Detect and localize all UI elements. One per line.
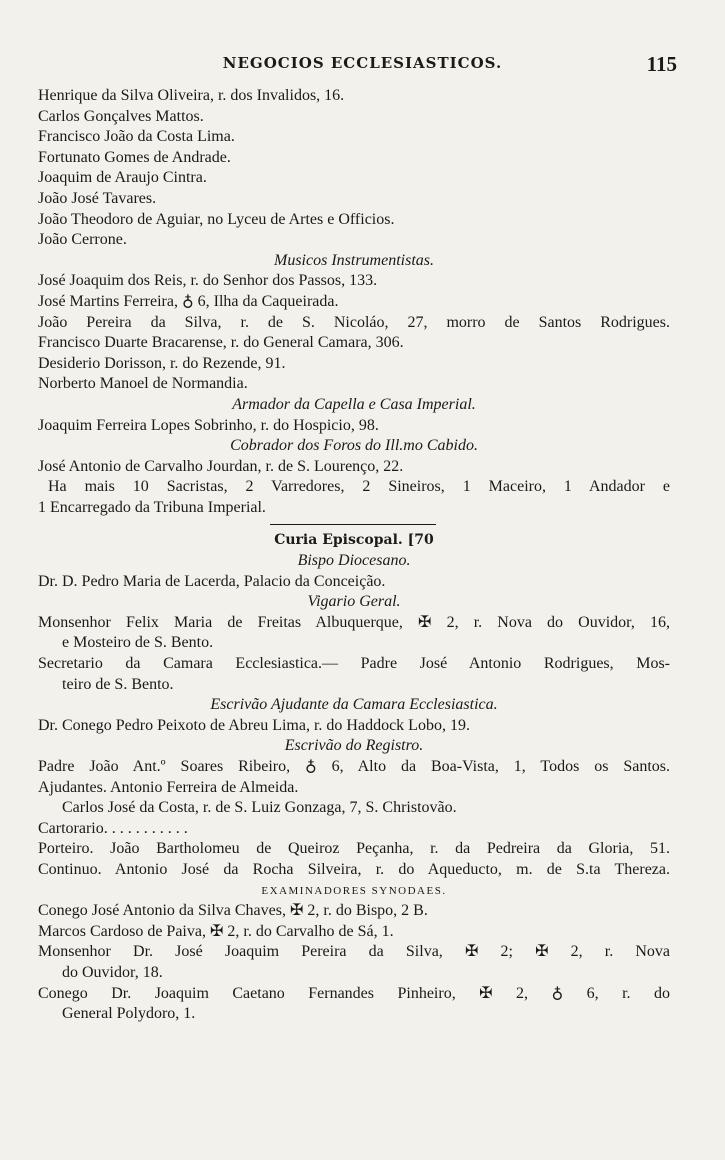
text-line: João Pereira da Silva, r. de S. Nicoláo, 27, morro de Santos Rodrigues. — [38, 313, 670, 331]
text-line: Carlos Gonçalves Mattos. — [38, 107, 204, 125]
section-title: Curia Episcopal. [70 — [274, 532, 434, 549]
section-heading: Escrivão Ajudante da Camara Ecclesiastica. — [210, 696, 498, 714]
section-heading: Bispo Diocesano. — [297, 552, 411, 570]
text-line: Francisco João da Costa Lima. — [38, 128, 235, 146]
section-divider — [38, 518, 670, 530]
text-line: 1 Encarregado da Tribuna Imperial. — [38, 498, 266, 516]
section-heading: Musicos Instrumentistas. — [274, 251, 434, 269]
text-line: Joaquim de Araujo Cintra. — [38, 169, 207, 187]
text-line: General Polydoro, 1. — [62, 1005, 196, 1023]
text-line: Marcos Cardoso de Paiva, ✠ 2, r. do Carvalho de Sá, 1. — [38, 922, 394, 940]
text-line: Ajudantes. Antonio Ferreira de Almeida. — [38, 778, 299, 796]
section-heading: Cobrador dos Foros do Ill.mo Cabido. — [230, 437, 478, 455]
section-heading: EXAMINADORES SYNODAES. — [261, 884, 447, 897]
text-line: Monsenhor Dr. José Joaquim Pereira da Silva, ✠ 2; ✠ 2, r. Nova — [38, 943, 670, 961]
text-line: Secretario da Camara Ecclesiastica.— Padre José Antonio Rodrigues, Mos- — [38, 655, 670, 673]
text-line: Cartorario. . . . . . . . . . . — [38, 819, 188, 837]
text-line: teiro de S. Bento. — [62, 675, 174, 693]
text-line: José Joaquim dos Reis, r. do Senhor dos Passos, 133. — [38, 272, 378, 290]
section-heading: Vigario Geral. — [307, 593, 401, 611]
text-line: Ha mais 10 Sacristas, 2 Varredores, 2 Sineiros, 1 Maceiro, 1 Andador e — [48, 478, 670, 496]
page-number: 115 — [646, 52, 677, 76]
text-line: Norberto Manoel de Normandia. — [38, 375, 248, 393]
text-line: José Martins Ferreira, ♁ 6, Ilha da Caqueirada. — [38, 292, 339, 310]
text-line: Padre João Ant.º Soares Ribeiro, ♁ 6, Alto da Boa-Vista, 1, Todos os Santos. — [38, 758, 670, 775]
text-line: João Cerrone. — [38, 231, 127, 249]
page-header — [0, 50, 725, 84]
text-line: do Ouvidor, 18. — [62, 963, 163, 981]
text-line: Joaquim Ferreira Lopes Sobrinho, r. do Hospicio, 98. — [38, 416, 379, 434]
page-body — [38, 86, 670, 1025]
text-line: João José Tavares. — [38, 189, 157, 207]
section-heading: Armador da Capella e Casa Imperial. — [232, 395, 476, 413]
text-line: Carlos José da Costa, r. de S. Luiz Gonzaga, 7, S. Christovão. — [62, 799, 457, 817]
text-line: Conego José Antonio da Silva Chaves, ✠ 2, r. do Bispo, 2 B. — [38, 902, 428, 920]
section-heading: Escrivão do Registro. — [284, 737, 424, 755]
text-line: José Antonio de Carvalho Jourdan, r. de S. Lourenço, 22. — [38, 457, 404, 475]
text-line: Francisco Duarte Bracarense, r. do General Camara, 306. — [38, 334, 404, 352]
text-line: João Theodoro de Aguiar, no Lyceu de Artes e Officios. — [38, 210, 395, 228]
text-line: Desiderio Dorisson, r. do Rezende, 91. — [38, 354, 286, 372]
text-line: Conego Dr. Joaquim Caetano Fernandes Pinheiro, ✠ 2, ♁ 6, r. do — [38, 984, 670, 1002]
text-line: Porteiro. João Bartholomeu de Queiroz Peçanha, r. da Pedreira da Gloria, 51. — [38, 840, 670, 858]
text-line: Fortunato Gomes de Andrade. — [38, 148, 231, 166]
text-line: Dr. D. Pedro Maria de Lacerda, Palacio da Conceição. — [38, 572, 386, 590]
text-line: Monsenhor Felix Maria de Freitas Albuquerque, ✠ 2, r. Nova do Ouvidor, 16, — [38, 613, 670, 631]
text-line: e Mosteiro de S. Bento. — [62, 634, 214, 652]
text-line: Continuo. Antonio José da Rocha Silveira, r. do Aqueducto, m. de S.ta Thereza. — [38, 860, 670, 878]
text-line: Dr. Conego Pedro Peixoto de Abreu Lima, r. do Haddock Lobo, 19. — [38, 716, 470, 734]
running-title: NEGOCIOS ECCLESIASTICOS. — [222, 54, 503, 72]
text-line: Henrique da Silva Oliveira, r. dos Invalidos, 16. — [38, 87, 345, 104]
